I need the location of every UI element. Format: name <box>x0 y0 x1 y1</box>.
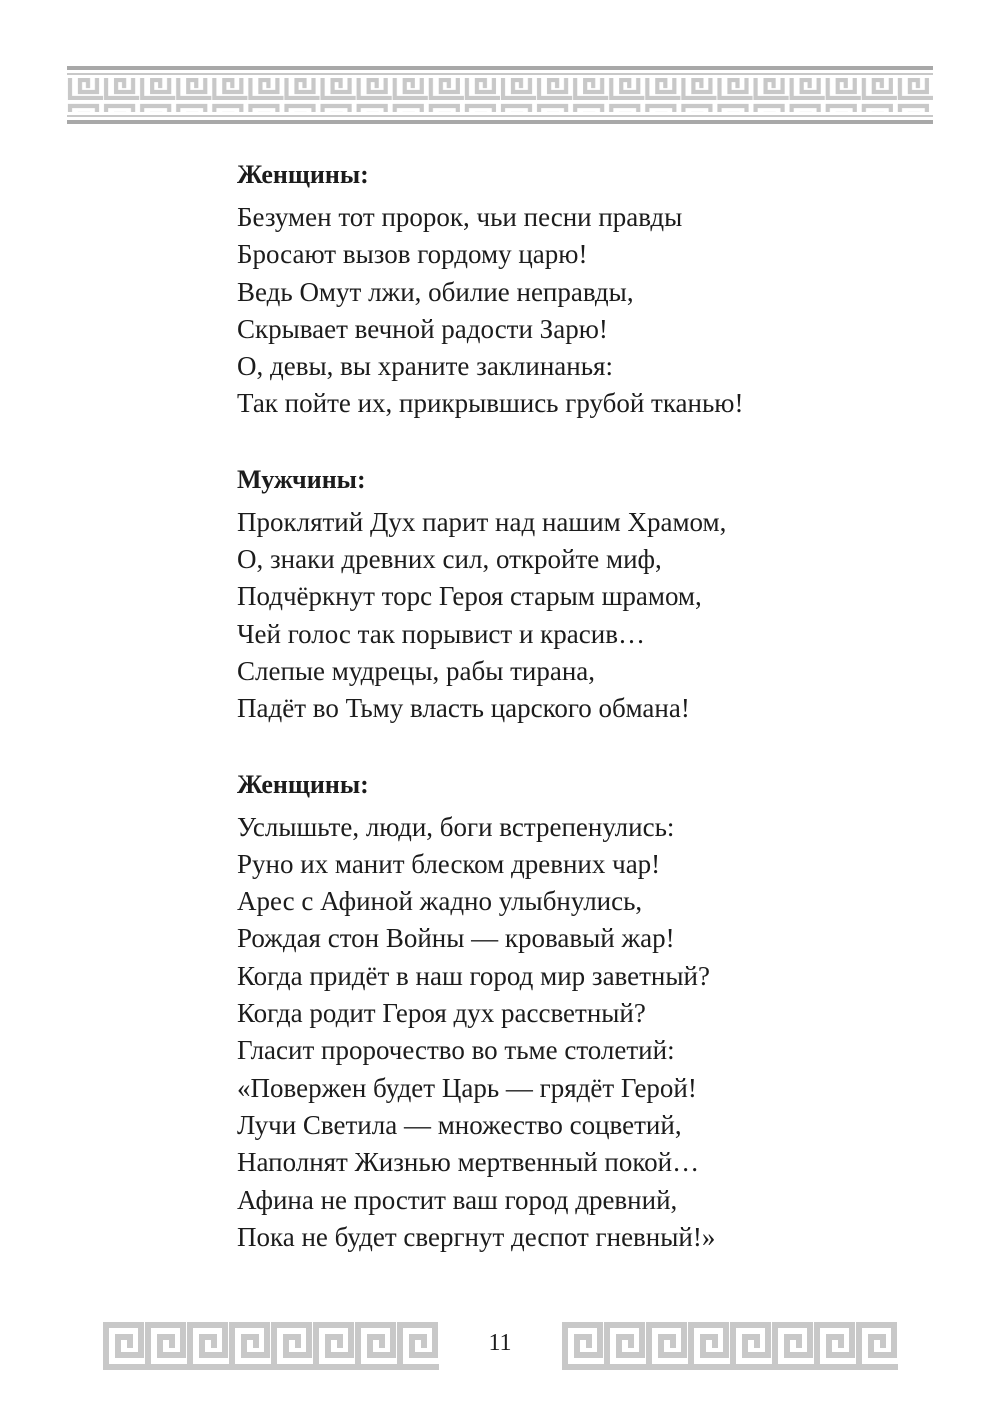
greek-key-border-icon <box>67 66 933 124</box>
stanza <box>237 156 937 423</box>
poem-line: Когда придёт в наш город мир заветный? <box>237 960 710 991</box>
speaker-heading: Женщины: <box>237 160 369 189</box>
poem-line: Так пойте их, прикрывшись грубой тканью! <box>237 388 744 419</box>
stanza-lines <box>237 199 937 423</box>
poem-line: «Повержен будет Царь — грядёт Герой! <box>237 1072 697 1103</box>
poem-line: Падёт во Тьму власть царского обмана! <box>237 693 690 724</box>
poem-line: Пока не будет свергнут деспот гневный!» <box>237 1221 716 1252</box>
poem-line: Рождая стон Войны — кровавый жар! <box>237 923 675 954</box>
speaker-heading: Женщины: <box>237 769 369 799</box>
poem-line: О, девы, вы храните заклинанья: <box>237 351 613 382</box>
poem-line: Чей голос так порывист и красив… <box>237 618 645 649</box>
greek-key-ornament-left-icon <box>103 1322 439 1370</box>
poem-content <box>237 156 937 1294</box>
poem-line: Афина не простит ваш город древний, <box>237 1184 678 1215</box>
poem-line: Проклятий Дух парит над нашим Храмом, <box>237 506 727 537</box>
poem-line: Лучи Светила — множество соцветий, <box>237 1109 682 1140</box>
poem-line: Бросают вызов гордому царю! <box>237 239 588 270</box>
stanza-lines <box>237 809 937 1257</box>
poem-line: Безумен тот пророк, чьи песни правды <box>237 202 683 232</box>
poem-line: Гласит пророчество во тьме столетий: <box>237 1035 675 1066</box>
poem-line: Когда родит Героя дух рассветный? <box>237 998 646 1029</box>
poem-line: Наполнят Жизнью мертвенный покой… <box>237 1147 700 1178</box>
stanza-lines <box>237 504 937 728</box>
stanza <box>237 461 937 728</box>
poem-line: Ведь Омут лжи, обилие неправды, <box>237 276 634 307</box>
poem-line: Руно их манит блеском древних чар! <box>237 848 661 879</box>
greek-key-ornament-right-icon <box>562 1322 898 1370</box>
poem-line: Услышьте, люди, боги встрепенулись: <box>237 811 675 842</box>
poem-line: Слепые мудрецы, рабы тирана, <box>237 655 596 686</box>
stanza <box>237 766 937 1257</box>
poem-line: Арес с Афиной жадно улыбнулись, <box>237 886 643 917</box>
poem-line: О, знаки древних сил, откройте миф, <box>237 544 662 575</box>
speaker-heading: Мужчины: <box>237 464 366 494</box>
poem-line: Скрывает вечной радости Зарю! <box>237 313 608 344</box>
poem-line: Подчёркнут торс Героя старым шрамом, <box>237 581 702 612</box>
page-number: 11 <box>488 1330 512 1356</box>
